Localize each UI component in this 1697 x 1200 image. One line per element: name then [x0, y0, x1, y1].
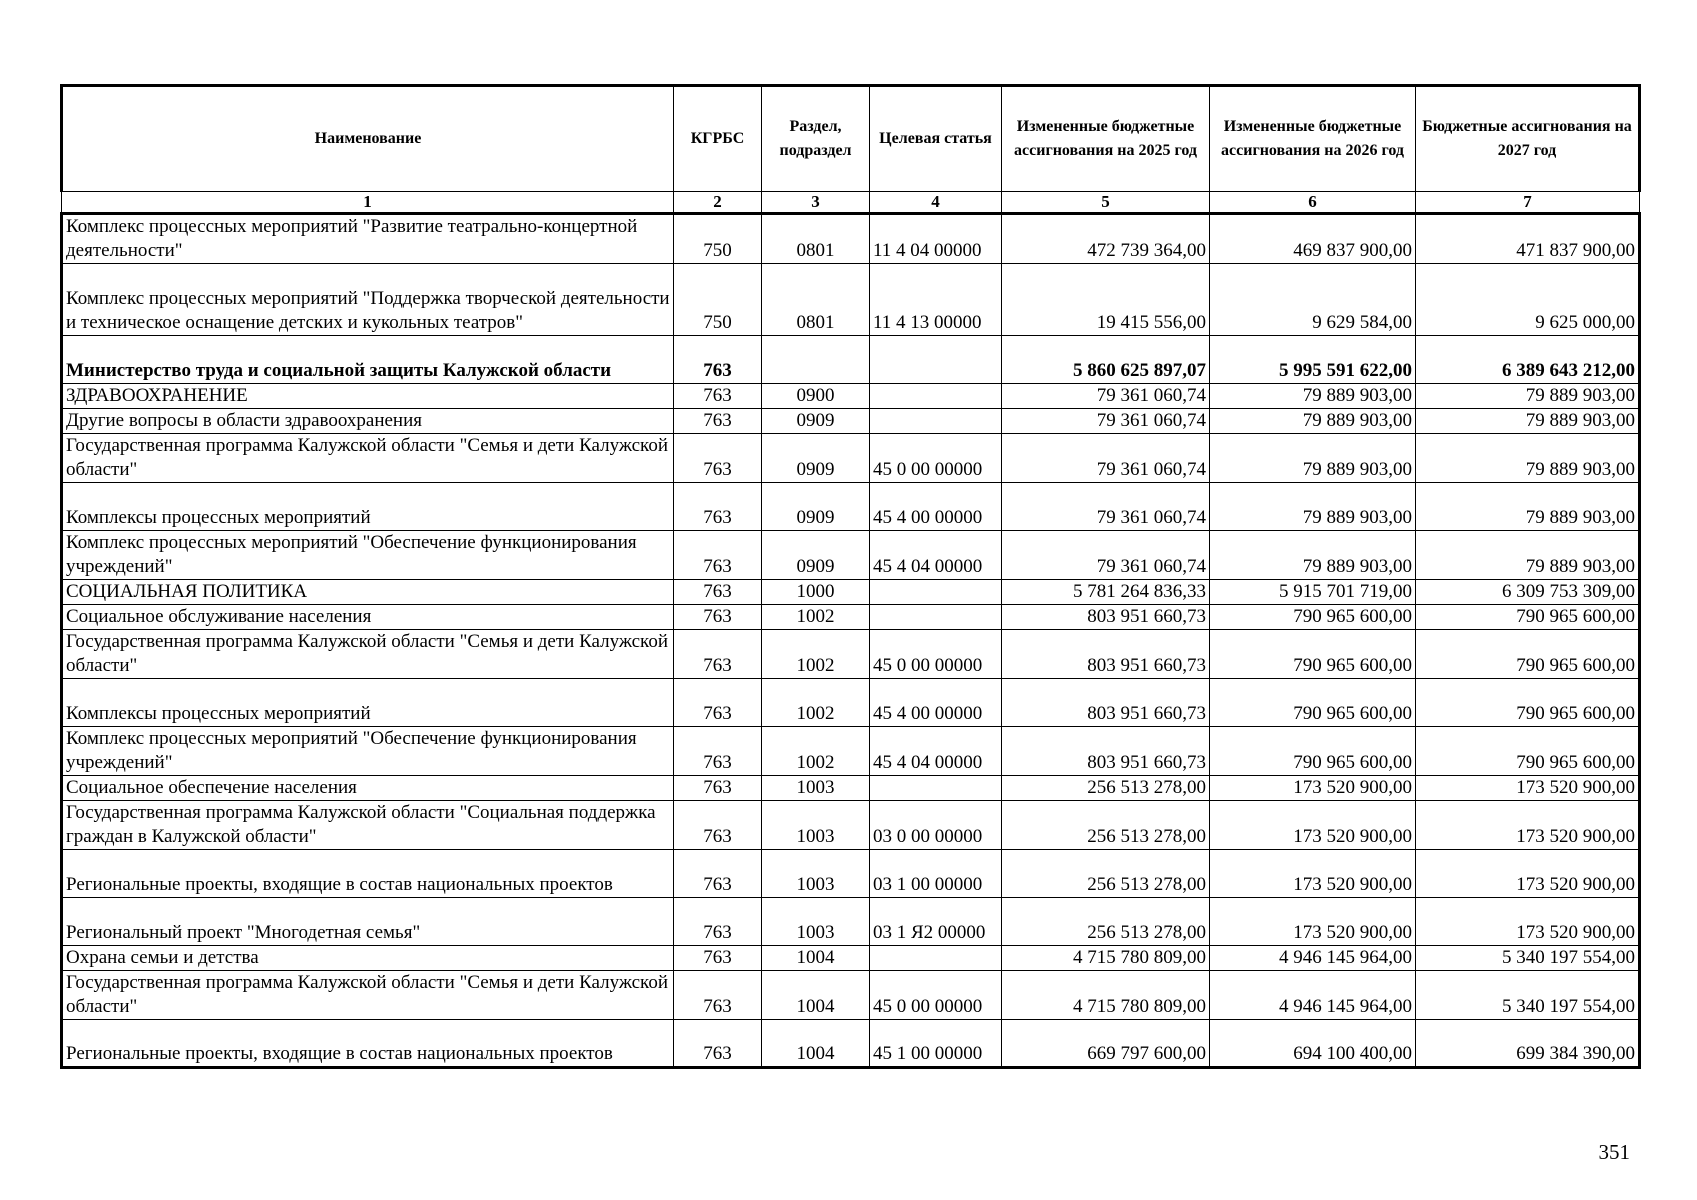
cell-amount-2026: 173 520 900,00: [1210, 850, 1416, 898]
cell-amount-2026: 790 965 600,00: [1210, 679, 1416, 727]
cell-amount-2025: 669 797 600,00: [1002, 1020, 1210, 1068]
cell-amount-2027: 79 889 903,00: [1416, 531, 1640, 580]
cell-target: 11 4 13 00000: [870, 264, 1002, 336]
cell-section: 1003: [762, 898, 870, 946]
cell-amount-2025: 79 361 060,74: [1002, 384, 1210, 409]
cell-amount-2025: 79 361 060,74: [1002, 531, 1210, 580]
cell-amount-2025: 256 513 278,00: [1002, 801, 1210, 850]
cell-target: [870, 580, 1002, 605]
cell-section: 0801: [762, 214, 870, 264]
column-header-section: Раздел, подраздел: [762, 86, 870, 192]
cell-amount-2025: 79 361 060,74: [1002, 409, 1210, 434]
cell-section: 1004: [762, 1020, 870, 1068]
cell-name: ЗДРАВООХРАНЕНИЕ: [62, 384, 674, 409]
cell-amount-2025: 256 513 278,00: [1002, 898, 1210, 946]
cell-section: 0801: [762, 264, 870, 336]
cell-section: 1002: [762, 727, 870, 776]
cell-section: 1003: [762, 850, 870, 898]
cell-target: 03 1 Я2 00000: [870, 898, 1002, 946]
cell-target: 03 1 00 00000: [870, 850, 1002, 898]
cell-amount-2027: 790 965 600,00: [1416, 679, 1640, 727]
cell-kgrbs: 763: [674, 801, 762, 850]
page-number: 351: [1598, 1140, 1630, 1164]
cell-kgrbs: 763: [674, 605, 762, 630]
cell-amount-2026: 79 889 903,00: [1210, 384, 1416, 409]
cell-name: Государственная программа Калужской области "Семья и дети Калужской области": [62, 630, 674, 679]
table-row: [62, 1020, 1640, 1068]
cell-amount-2025: 803 951 660,73: [1002, 679, 1210, 727]
cell-target: 45 0 00 00000: [870, 971, 1002, 1020]
cell-amount-2027: 790 965 600,00: [1416, 630, 1640, 679]
cell-name: Комплекс процессных мероприятий "Обеспечение функционирования учреждений": [62, 531, 674, 580]
column-number: 5: [1002, 192, 1210, 214]
cell-amount-2026: 173 520 900,00: [1210, 898, 1416, 946]
cell-amount-2027: 6 389 643 212,00: [1416, 336, 1640, 384]
cell-name: СОЦИАЛЬНАЯ ПОЛИТИКА: [62, 580, 674, 605]
column-number-row: [62, 192, 1640, 214]
cell-amount-2025: 472 739 364,00: [1002, 214, 1210, 264]
cell-section: 0900: [762, 384, 870, 409]
cell-kgrbs: 763: [674, 898, 762, 946]
cell-amount-2026: 79 889 903,00: [1210, 483, 1416, 531]
cell-kgrbs: 763: [674, 384, 762, 409]
table-row: [62, 971, 1640, 1020]
cell-section: 1002: [762, 679, 870, 727]
table-row: [62, 214, 1640, 264]
table-body: [62, 214, 1640, 1068]
column-number: 2: [674, 192, 762, 214]
header-row: [62, 86, 1640, 192]
cell-amount-2026: 790 965 600,00: [1210, 630, 1416, 679]
cell-amount-2027: 79 889 903,00: [1416, 409, 1640, 434]
table-row: [62, 946, 1640, 971]
cell-amount-2026: 469 837 900,00: [1210, 214, 1416, 264]
cell-kgrbs: 750: [674, 214, 762, 264]
cell-name: Комплекс процессных мероприятий "Поддержка творческой деятельности и техническое оснащение детских и кукольных театров": [62, 264, 674, 336]
cell-section: 0909: [762, 434, 870, 483]
table-row: [62, 384, 1640, 409]
cell-kgrbs: 763: [674, 971, 762, 1020]
cell-name: Государственная программа Калужской области "Семья и дети Калужской области": [62, 971, 674, 1020]
cell-target: 45 0 00 00000: [870, 434, 1002, 483]
cell-amount-2026: 173 520 900,00: [1210, 801, 1416, 850]
table-row: [62, 679, 1640, 727]
cell-amount-2025: 803 951 660,73: [1002, 630, 1210, 679]
cell-amount-2027: 471 837 900,00: [1416, 214, 1640, 264]
cell-name: Социальное обслуживание населения: [62, 605, 674, 630]
cell-amount-2026: 79 889 903,00: [1210, 409, 1416, 434]
cell-kgrbs: 763: [674, 434, 762, 483]
cell-name: Министерство труда и социальной защиты Калужской области: [62, 336, 674, 384]
cell-amount-2026: 5 995 591 622,00: [1210, 336, 1416, 384]
cell-section: [762, 336, 870, 384]
cell-amount-2027: 699 384 390,00: [1416, 1020, 1640, 1068]
cell-amount-2026: 790 965 600,00: [1210, 605, 1416, 630]
cell-kgrbs: 763: [674, 483, 762, 531]
cell-amount-2026: 79 889 903,00: [1210, 434, 1416, 483]
cell-target: [870, 776, 1002, 801]
cell-name: Комплексы процессных мероприятий: [62, 483, 674, 531]
cell-kgrbs: 750: [674, 264, 762, 336]
cell-kgrbs: 763: [674, 727, 762, 776]
cell-name: Региональные проекты, входящие в состав национальных проектов: [62, 1020, 674, 1068]
table-row: [62, 776, 1640, 801]
cell-amount-2026: 4 946 145 964,00: [1210, 946, 1416, 971]
table-row: [62, 483, 1640, 531]
cell-section: 1000: [762, 580, 870, 605]
cell-amount-2027: 173 520 900,00: [1416, 776, 1640, 801]
cell-target: 45 0 00 00000: [870, 630, 1002, 679]
cell-section: 1004: [762, 946, 870, 971]
cell-kgrbs: 763: [674, 580, 762, 605]
cell-target: 45 1 00 00000: [870, 1020, 1002, 1068]
cell-name: Социальное обеспечение населения: [62, 776, 674, 801]
cell-kgrbs: 763: [674, 679, 762, 727]
cell-target: [870, 336, 1002, 384]
table-row: [62, 850, 1640, 898]
cell-amount-2025: 79 361 060,74: [1002, 434, 1210, 483]
cell-amount-2026: 9 629 584,00: [1210, 264, 1416, 336]
table-row: [62, 434, 1640, 483]
cell-kgrbs: 763: [674, 336, 762, 384]
cell-amount-2026: 79 889 903,00: [1210, 531, 1416, 580]
cell-kgrbs: 763: [674, 531, 762, 580]
column-number: 3: [762, 192, 870, 214]
table-row: [62, 336, 1640, 384]
cell-name: Государственная программа Калужской области "Социальная поддержка граждан в Калужской области": [62, 801, 674, 850]
cell-kgrbs: 763: [674, 409, 762, 434]
cell-amount-2026: 790 965 600,00: [1210, 727, 1416, 776]
cell-amount-2027: 173 520 900,00: [1416, 801, 1640, 850]
table-row: [62, 580, 1640, 605]
cell-amount-2025: 5 860 625 897,07: [1002, 336, 1210, 384]
cell-amount-2025: 803 951 660,73: [1002, 727, 1210, 776]
column-header-2026: Измененные бюджетные ассигнования на 2026 год: [1210, 86, 1416, 192]
cell-name: Другие вопросы в области здравоохранения: [62, 409, 674, 434]
cell-amount-2027: 79 889 903,00: [1416, 483, 1640, 531]
budget-table-container: [60, 84, 1638, 1069]
cell-amount-2026: 5 915 701 719,00: [1210, 580, 1416, 605]
cell-kgrbs: 763: [674, 776, 762, 801]
column-number: 7: [1416, 192, 1640, 214]
cell-name: Региональные проекты, входящие в состав национальных проектов: [62, 850, 674, 898]
cell-kgrbs: 763: [674, 1020, 762, 1068]
budget-table: [60, 84, 1641, 1069]
cell-section: 1004: [762, 971, 870, 1020]
cell-section: 0909: [762, 483, 870, 531]
cell-target: 03 0 00 00000: [870, 801, 1002, 850]
column-header-name: Наименование: [62, 86, 674, 192]
cell-target: 45 4 00 00000: [870, 679, 1002, 727]
cell-amount-2025: 5 781 264 836,33: [1002, 580, 1210, 605]
cell-amount-2025: 79 361 060,74: [1002, 483, 1210, 531]
cell-section: 1003: [762, 801, 870, 850]
column-header-2027: Бюджетные ассигнования на 2027 год: [1416, 86, 1640, 192]
table-row: [62, 409, 1640, 434]
cell-amount-2027: 790 965 600,00: [1416, 727, 1640, 776]
cell-name: Комплексы процессных мероприятий: [62, 679, 674, 727]
cell-target: 45 4 04 00000: [870, 531, 1002, 580]
column-number: 1: [62, 192, 674, 214]
cell-target: 45 4 00 00000: [870, 483, 1002, 531]
table-row: [62, 898, 1640, 946]
column-header-target: Целевая статья: [870, 86, 1002, 192]
table-row: [62, 801, 1640, 850]
cell-name: Охрана семьи и детства: [62, 946, 674, 971]
cell-amount-2025: 4 715 780 809,00: [1002, 971, 1210, 1020]
cell-amount-2027: 5 340 197 554,00: [1416, 971, 1640, 1020]
cell-name: Региональный проект "Многодетная семья": [62, 898, 674, 946]
cell-amount-2025: 256 513 278,00: [1002, 776, 1210, 801]
cell-section: 1003: [762, 776, 870, 801]
cell-amount-2026: 173 520 900,00: [1210, 776, 1416, 801]
cell-amount-2027: 6 309 753 309,00: [1416, 580, 1640, 605]
column-number: 6: [1210, 192, 1416, 214]
cell-section: 1002: [762, 605, 870, 630]
cell-amount-2027: 9 625 000,00: [1416, 264, 1640, 336]
cell-kgrbs: 763: [674, 850, 762, 898]
cell-name: Комплекс процессных мероприятий "Обеспечение функционирования учреждений": [62, 727, 674, 776]
column-number: 4: [870, 192, 1002, 214]
table-row: [62, 630, 1640, 679]
cell-target: [870, 605, 1002, 630]
cell-amount-2027: 79 889 903,00: [1416, 384, 1640, 409]
cell-amount-2025: 4 715 780 809,00: [1002, 946, 1210, 971]
cell-amount-2026: 694 100 400,00: [1210, 1020, 1416, 1068]
table-row: [62, 727, 1640, 776]
cell-amount-2025: 19 415 556,00: [1002, 264, 1210, 336]
cell-amount-2025: 803 951 660,73: [1002, 605, 1210, 630]
cell-target: 45 4 04 00000: [870, 727, 1002, 776]
cell-kgrbs: 763: [674, 630, 762, 679]
column-header-2025: Измененные бюджетные ассигнования на 2025 год: [1002, 86, 1210, 192]
cell-target: [870, 409, 1002, 434]
cell-target: 11 4 04 00000: [870, 214, 1002, 264]
cell-amount-2025: 256 513 278,00: [1002, 850, 1210, 898]
table-row: [62, 531, 1640, 580]
cell-section: 0909: [762, 531, 870, 580]
cell-amount-2026: 4 946 145 964,00: [1210, 971, 1416, 1020]
cell-section: 0909: [762, 409, 870, 434]
column-header-kgrbs: КГРБС: [674, 86, 762, 192]
table-row: [62, 605, 1640, 630]
cell-amount-2027: 173 520 900,00: [1416, 898, 1640, 946]
cell-amount-2027: 79 889 903,00: [1416, 434, 1640, 483]
cell-name: Комплекс процессных мероприятий "Развитие театрально-концертной деятельности": [62, 214, 674, 264]
cell-amount-2027: 790 965 600,00: [1416, 605, 1640, 630]
cell-amount-2027: 5 340 197 554,00: [1416, 946, 1640, 971]
cell-amount-2027: 173 520 900,00: [1416, 850, 1640, 898]
cell-kgrbs: 763: [674, 946, 762, 971]
cell-target: [870, 384, 1002, 409]
cell-target: [870, 946, 1002, 971]
cell-name: Государственная программа Калужской области "Семья и дети Калужской области": [62, 434, 674, 483]
cell-section: 1002: [762, 630, 870, 679]
table-row: [62, 264, 1640, 336]
